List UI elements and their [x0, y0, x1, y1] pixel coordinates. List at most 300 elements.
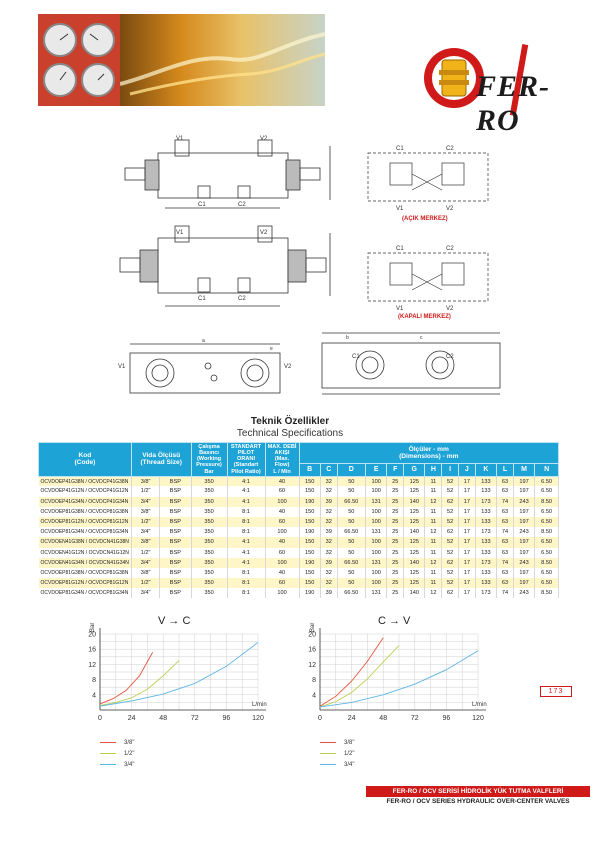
- table-cell: BSP: [160, 568, 191, 578]
- table-cell: 6.50: [535, 507, 559, 517]
- table-cell: 17: [458, 537, 475, 547]
- table-cell: 173: [475, 558, 496, 568]
- table-cell: 11: [425, 517, 442, 527]
- col-dims-label: Ölçüler - mm: [408, 445, 449, 453]
- legend-item: [320, 748, 354, 759]
- x-tick-label: 0: [318, 715, 322, 722]
- table-cell: 100: [265, 497, 299, 507]
- table-cell: 190: [299, 497, 320, 507]
- legend-swatch: [100, 742, 116, 743]
- table-cell: 131: [365, 527, 386, 537]
- table-cell: 150: [299, 578, 320, 588]
- table-row: [39, 568, 559, 578]
- table-cell: 25: [387, 476, 404, 486]
- table-cell: 17: [458, 517, 475, 527]
- table-cell: 150: [299, 507, 320, 517]
- table-cell: 350: [191, 476, 227, 486]
- table-cell: 4:1: [227, 558, 265, 568]
- table-cell: 125: [404, 517, 425, 527]
- product-code: OCVDOEN41G12N / OCVDCN41G12N: [39, 548, 132, 558]
- table-cell: 11: [425, 476, 442, 486]
- table-cell: 350: [191, 497, 227, 507]
- table-cell: 150: [299, 568, 320, 578]
- dim-col-e: E: [365, 463, 386, 476]
- table-cell: 350: [191, 527, 227, 537]
- table-cell: 40: [265, 507, 299, 517]
- table-cell: 8:1: [227, 578, 265, 588]
- table-cell: 62: [442, 527, 459, 537]
- dim-col-j: J: [458, 463, 475, 476]
- top-c2: C2: [446, 354, 454, 360]
- table-cell: 25: [387, 568, 404, 578]
- table-cell: 150: [299, 486, 320, 496]
- table-cell: 25: [387, 588, 404, 598]
- table-cell: 3/4": [131, 527, 159, 537]
- valve-drawing-open-center: [125, 140, 330, 208]
- col-pressure-label-en: (Working Pressure): [196, 456, 222, 469]
- table-cell: 8.50: [535, 558, 559, 568]
- table-cell: 62: [442, 497, 459, 507]
- table-cell: 8.50: [535, 527, 559, 537]
- table-cell: 74: [497, 497, 514, 507]
- logo-wordmark: FER-RO: [476, 70, 551, 137]
- table-cell: 133: [475, 517, 496, 527]
- legend-left: [100, 737, 134, 770]
- product-code: OCVDOEP81G34N / OCVDCP81G34N: [39, 527, 132, 537]
- table-cell: 3/8": [131, 568, 159, 578]
- table-cell: 197: [513, 507, 534, 517]
- x-tick-label: 72: [190, 715, 199, 722]
- table-cell: 100: [365, 578, 386, 588]
- y-tick-label: 4: [312, 692, 316, 700]
- section-title: Teknik Özellikler: [250, 416, 330, 427]
- table-cell: 133: [475, 548, 496, 558]
- table-cell: 1/2": [131, 486, 159, 496]
- legend-swatch: [100, 764, 116, 765]
- table-cell: 350: [191, 548, 227, 558]
- table-cell: 39: [320, 588, 337, 598]
- table-cell: 8:1: [227, 527, 265, 537]
- table-cell: 190: [299, 527, 320, 537]
- table-cell: 133: [475, 537, 496, 547]
- col-thread: [131, 443, 191, 477]
- pressure-gauges-photo: [38, 14, 120, 106]
- y-tick-label: 20: [308, 631, 316, 639]
- dim-label-e: e: [270, 346, 273, 352]
- table-cell: 32: [320, 537, 337, 547]
- table-cell: 74: [497, 527, 514, 537]
- table-cell: 4:1: [227, 486, 265, 496]
- table-cell: 17: [458, 578, 475, 588]
- x-tick-label: 48: [159, 715, 168, 722]
- table-cell: 140: [404, 497, 425, 507]
- port-label-c2: C2: [238, 202, 246, 208]
- footer-title-en: FER-RO / OCV SERIES HYDRAULIC OVER-CENTER VALVES: [386, 798, 570, 805]
- y-tick-label: 16: [88, 646, 96, 654]
- table-cell: 12: [425, 527, 442, 537]
- table-cell: 243: [513, 527, 534, 537]
- dim-col-b: B: [299, 463, 320, 476]
- product-code: OCVDOEP81G38N / OCVDCP81G38N: [39, 568, 132, 578]
- col-code-label-en: (Code): [74, 459, 96, 467]
- legend-swatch: [100, 753, 116, 754]
- footer-title-tr: FER-RO / OCV SERİSİ HİDROLİK YÜK TUTMA VALFLERİ: [366, 786, 590, 797]
- table-cell: 350: [191, 517, 227, 527]
- dim-col-h: H: [425, 463, 442, 476]
- table-cell: 350: [191, 588, 227, 598]
- table-cell: 11: [425, 507, 442, 517]
- table-cell: 17: [458, 548, 475, 558]
- table-cell: 125: [404, 578, 425, 588]
- chart-title: V → C: [158, 615, 191, 627]
- table-cell: BSP: [160, 578, 191, 588]
- x-tick-label: 0: [98, 715, 102, 722]
- table-cell: 100: [365, 568, 386, 578]
- dim-col-i: I: [442, 463, 459, 476]
- x-tick-label: 24: [347, 715, 356, 722]
- chart-c-to-v: [300, 612, 500, 732]
- valve-drawing-closed-center: [120, 226, 330, 306]
- table-cell: 17: [458, 588, 475, 598]
- y-tick-label: 12: [308, 661, 316, 669]
- top-c1: C1: [352, 354, 360, 360]
- table-cell: 131: [365, 588, 386, 598]
- table-cell: BSP: [160, 507, 191, 517]
- table-cell: 32: [320, 507, 337, 517]
- table-cell: BSP: [160, 548, 191, 558]
- legend-item: [320, 737, 354, 748]
- table-cell: 25: [387, 497, 404, 507]
- table-cell: 40: [265, 568, 299, 578]
- table-row: [39, 537, 559, 547]
- table-cell: 52: [442, 568, 459, 578]
- table-cell: 173: [475, 527, 496, 537]
- table-cell: 60: [265, 486, 299, 496]
- table-cell: 50: [337, 507, 365, 517]
- series-line-0: [100, 652, 153, 704]
- table-cell: 32: [320, 568, 337, 578]
- schematic-open-center: [368, 153, 488, 201]
- table-cell: 197: [513, 578, 534, 588]
- front-v1: V1: [118, 364, 126, 370]
- product-code: OCVDOEN41G38N / OCVDCN41G38N: [39, 537, 132, 547]
- valve-front-view: [130, 344, 280, 393]
- table-row: [39, 578, 559, 588]
- table-cell: 125: [404, 548, 425, 558]
- port-label-v1-2: V1: [176, 230, 184, 236]
- table-cell: 8:1: [227, 568, 265, 578]
- spec-table: [38, 442, 559, 598]
- series-line-1: [320, 645, 399, 707]
- table-cell: 350: [191, 507, 227, 517]
- table-cell: 25: [387, 548, 404, 558]
- y-axis-label: Bar: [90, 622, 96, 632]
- dim-col-d: D: [337, 463, 365, 476]
- table-cell: 8:1: [227, 507, 265, 517]
- table-cell: 66.50: [337, 588, 365, 598]
- section-subtitle: Technical Specifications: [236, 428, 344, 439]
- table-cell: 50: [337, 517, 365, 527]
- table-cell: 6.50: [535, 548, 559, 558]
- table-cell: 125: [404, 486, 425, 496]
- table-cell: 190: [299, 558, 320, 568]
- table-cell: 11: [425, 486, 442, 496]
- col-ratio-label: STANDART PILOT ORANI: [230, 444, 262, 463]
- x-axis-label: L/min: [252, 702, 267, 708]
- table-row: [39, 476, 559, 486]
- dim-label-c: c: [420, 335, 423, 341]
- table-cell: 50: [337, 568, 365, 578]
- table-cell: 197: [513, 568, 534, 578]
- col-pressure-unit: Bar: [204, 468, 214, 475]
- schematic-c1-2: C1: [396, 246, 404, 252]
- table-cell: 8:1: [227, 588, 265, 598]
- table-cell: 63: [497, 537, 514, 547]
- table-cell: 66.50: [337, 558, 365, 568]
- table-cell: 32: [320, 486, 337, 496]
- legend-swatch: [320, 742, 336, 743]
- product-code: OCVDOEP41G38N / OCVDCP41G38N: [39, 476, 132, 486]
- table-cell: 25: [387, 578, 404, 588]
- col-flow-label: MAX. DEBİ AKIŞI: [267, 444, 297, 457]
- table-cell: 197: [513, 486, 534, 496]
- schematic-closed-center: [368, 253, 488, 301]
- table-cell: BSP: [160, 527, 191, 537]
- table-cell: 25: [387, 537, 404, 547]
- table-cell: 74: [497, 588, 514, 598]
- table-cell: 133: [475, 568, 496, 578]
- table-cell: 150: [299, 537, 320, 547]
- schematic-v1-2: V1: [396, 306, 404, 312]
- table-cell: 3/8": [131, 537, 159, 547]
- table-cell: 4:1: [227, 548, 265, 558]
- front-v2: V2: [284, 364, 292, 370]
- table-cell: 40: [265, 476, 299, 486]
- table-cell: 50: [337, 548, 365, 558]
- table-cell: 350: [191, 578, 227, 588]
- table-cell: 6.50: [535, 476, 559, 486]
- page-number: 173: [540, 686, 572, 697]
- product-code: OCVDOEP81G12N / OCVDCP81G12N: [39, 578, 132, 588]
- table-cell: 100: [365, 537, 386, 547]
- ferro-logo: [412, 40, 572, 137]
- hydraulic-oil-splash-photo: [120, 14, 325, 106]
- table-cell: BSP: [160, 486, 191, 496]
- x-tick-label: 72: [410, 715, 419, 722]
- table-cell: 140: [404, 527, 425, 537]
- table-cell: 3/4": [131, 558, 159, 568]
- table-cell: 8:1: [227, 517, 265, 527]
- table-cell: 74: [497, 558, 514, 568]
- table-cell: 100: [365, 548, 386, 558]
- table-cell: 66.50: [337, 527, 365, 537]
- table-cell: 66.50: [337, 497, 365, 507]
- table-cell: 140: [404, 558, 425, 568]
- col-thread-label: Vida Ölçüsü: [142, 452, 181, 460]
- table-cell: 63: [497, 486, 514, 496]
- table-cell: 150: [299, 548, 320, 558]
- table-cell: 133: [475, 486, 496, 496]
- table-cell: 52: [442, 517, 459, 527]
- table-cell: 17: [458, 558, 475, 568]
- table-cell: 12: [425, 558, 442, 568]
- table-cell: 173: [475, 497, 496, 507]
- table-cell: 25: [387, 527, 404, 537]
- table-cell: 133: [475, 507, 496, 517]
- table-row: [39, 497, 559, 507]
- table-cell: 17: [458, 486, 475, 496]
- table-row: [39, 548, 559, 558]
- table-cell: 8.50: [535, 588, 559, 598]
- table-cell: 125: [404, 537, 425, 547]
- table-cell: 50: [337, 486, 365, 496]
- table-cell: 150: [299, 476, 320, 486]
- table-cell: 63: [497, 578, 514, 588]
- table-cell: BSP: [160, 588, 191, 598]
- schematic-v2: V2: [446, 206, 454, 212]
- table-cell: 11: [425, 568, 442, 578]
- product-code: OCVDOEP81G34N / OCVDCP81G34N: [39, 588, 132, 598]
- table-cell: 32: [320, 476, 337, 486]
- table-cell: 17: [458, 507, 475, 517]
- table-cell: 197: [513, 517, 534, 527]
- table-cell: 100: [265, 588, 299, 598]
- table-cell: 350: [191, 486, 227, 496]
- y-tick-label: 4: [92, 692, 96, 700]
- port-label-v1: V1: [176, 136, 184, 142]
- table-cell: BSP: [160, 497, 191, 507]
- legend-item: [100, 737, 134, 748]
- table-cell: 63: [497, 476, 514, 486]
- table-cell: 52: [442, 537, 459, 547]
- table-cell: 3/8": [131, 507, 159, 517]
- table-row: [39, 558, 559, 568]
- col-pressure-label: Çalışma Basıncı: [198, 444, 220, 457]
- table-cell: 125: [404, 476, 425, 486]
- table-cell: 17: [458, 497, 475, 507]
- schematic-v1: V1: [396, 206, 404, 212]
- y-tick-label: 8: [92, 677, 96, 685]
- table-cell: 39: [320, 497, 337, 507]
- table-cell: 25: [387, 486, 404, 496]
- port-label-c2-2: C2: [238, 296, 246, 302]
- col-thread-label-en: (Thread Size): [140, 459, 182, 467]
- col-dimensions: [299, 443, 558, 464]
- table-cell: 350: [191, 568, 227, 578]
- chart-title: C → V: [378, 615, 411, 627]
- legend-swatch: [320, 753, 336, 754]
- table-cell: 125: [404, 507, 425, 517]
- legend-label: 3/4": [344, 761, 355, 768]
- table-cell: 131: [365, 497, 386, 507]
- x-tick-label: 120: [472, 715, 484, 722]
- table-row: [39, 486, 559, 496]
- table-cell: 11: [425, 578, 442, 588]
- table-row: [39, 507, 559, 517]
- y-tick-label: 12: [88, 661, 96, 669]
- table-cell: 52: [442, 548, 459, 558]
- table-cell: 52: [442, 476, 459, 486]
- table-cell: 197: [513, 476, 534, 486]
- table-cell: 11: [425, 537, 442, 547]
- dim-col-g: G: [404, 463, 425, 476]
- table-cell: 6.50: [535, 486, 559, 496]
- schematic-c2: C2: [446, 146, 454, 152]
- table-cell: 100: [365, 517, 386, 527]
- port-label-c1-2: C1: [198, 296, 206, 302]
- product-code: OCVDOEP41G12N / OCVDCP41G12N: [39, 486, 132, 496]
- dim-col-m: M: [513, 463, 534, 476]
- legend-label: 1/2": [124, 750, 135, 757]
- y-tick-label: 8: [312, 677, 316, 685]
- dim-col-c: C: [320, 463, 337, 476]
- table-cell: 52: [442, 486, 459, 496]
- legend-label: 3/4": [124, 761, 135, 768]
- table-cell: 100: [365, 486, 386, 496]
- table-cell: 6.50: [535, 578, 559, 588]
- table-cell: 243: [513, 497, 534, 507]
- table-cell: 8.50: [535, 497, 559, 507]
- col-code: [39, 443, 132, 477]
- table-cell: 63: [497, 548, 514, 558]
- table-cell: 350: [191, 558, 227, 568]
- legend-right: [320, 737, 354, 770]
- technical-drawings: [90, 128, 510, 398]
- table-cell: 32: [320, 548, 337, 558]
- product-code: OCVDOEN41G34N / OCVDCN41G34N: [39, 558, 132, 568]
- table-cell: 6.50: [535, 517, 559, 527]
- table-cell: 4:1: [227, 497, 265, 507]
- y-tick-label: 20: [88, 631, 96, 639]
- schematic-v2-2: V2: [446, 306, 454, 312]
- dim-col-l: L: [497, 463, 514, 476]
- table-cell: 63: [497, 517, 514, 527]
- chart-v-to-c: [80, 612, 280, 732]
- table-cell: 12: [425, 497, 442, 507]
- table-cell: 63: [497, 507, 514, 517]
- table-cell: 62: [442, 558, 459, 568]
- table-row: [39, 588, 559, 598]
- table-cell: 197: [513, 537, 534, 547]
- table-cell: 243: [513, 588, 534, 598]
- x-tick-label: 24: [127, 715, 136, 722]
- table-cell: 40: [265, 537, 299, 547]
- table-cell: 6.50: [535, 537, 559, 547]
- table-row: [39, 527, 559, 537]
- table-cell: 197: [513, 548, 534, 558]
- table-cell: 1/2": [131, 517, 159, 527]
- legend-swatch: [320, 764, 336, 765]
- port-label-c1: C1: [198, 202, 206, 208]
- table-cell: BSP: [160, 558, 191, 568]
- table-cell: 133: [475, 578, 496, 588]
- table-cell: 17: [458, 476, 475, 486]
- product-code: OCVDOEP41G34N / OCVDCP41G34N: [39, 497, 132, 507]
- port-label-v2-2: V2: [260, 230, 268, 236]
- table-cell: 25: [387, 507, 404, 517]
- table-cell: 12: [425, 588, 442, 598]
- table-cell: 6.50: [535, 568, 559, 578]
- x-tick-label: 96: [222, 715, 231, 722]
- table-cell: 50: [337, 537, 365, 547]
- table-cell: 190: [299, 588, 320, 598]
- table-cell: 60: [265, 517, 299, 527]
- table-cell: 3/8": [131, 476, 159, 486]
- legend-label: 3/8": [124, 739, 135, 746]
- dim-col-k: K: [475, 463, 496, 476]
- legend-label: 1/2": [344, 750, 355, 757]
- col-flow-label-en: (Max. Flow): [274, 456, 290, 469]
